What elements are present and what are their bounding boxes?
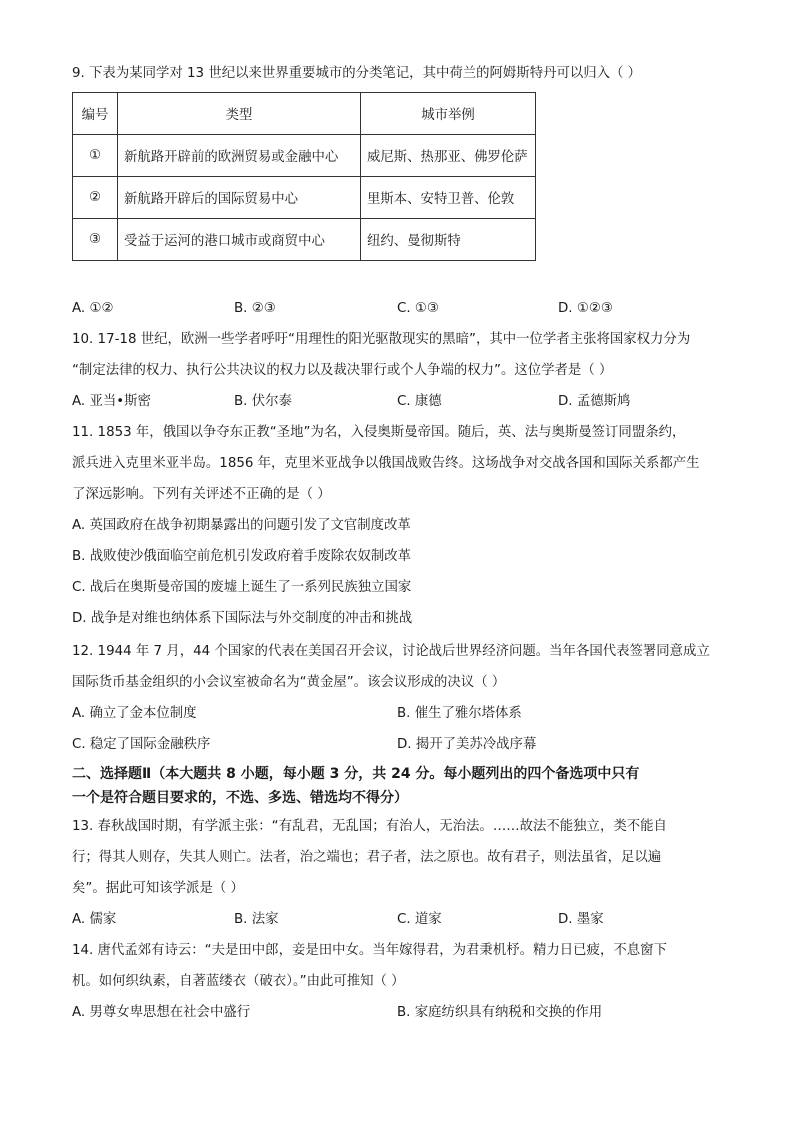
q9-option-c: C. ①③ [397, 301, 439, 316]
q12-option-a: A. 确立了金本位制度 [72, 706, 197, 721]
q13-option-c: C. 道家 [397, 912, 442, 927]
q12-stem-line-1: 12. 1944 年 7 月，44 个国家的代表在美国召开会议，讨论战后世界经济问题。当年各国代表签署同意成立 [72, 644, 710, 659]
q9-stem: 9. 下表为某同学对 13 世纪以来世界重要城市的分类笔记，其中荷兰的阿姆斯特丹可以归入（ ） [72, 66, 642, 81]
city-classification-table [72, 92, 536, 261]
table-row [73, 135, 536, 177]
q9-option-b: B. ②③ [234, 301, 276, 316]
q10-option-b: B. 伏尔泰 [234, 394, 292, 409]
table-row [73, 177, 536, 219]
table-row [73, 219, 536, 261]
q12-option-b: B. 催生了雅尔塔体系 [397, 706, 522, 721]
table-cell: ③ [73, 219, 118, 261]
q10-stem-line-2: “制定法律的权力、执行公共决议的权力以及裁决罪行或个人争端的权力”。这位学者是（ ） [72, 363, 613, 378]
q11-stem-line-1: 11. 1853 年，俄国以争夺东正教“圣地”为名，入侵奥斯曼帝国。随后，英、法与奥斯曼签订同盟条约， [72, 425, 686, 440]
table-header-cell: 编号 [73, 93, 118, 135]
q13-option-d: D. 墨家 [558, 912, 604, 927]
q9-option-a: A. ①② [72, 301, 114, 316]
q10-option-a: A. 亚当•斯密 [72, 394, 151, 409]
q12-stem-line-2: 国际货币基金组织的小会议室被命名为“黄金屋”。该会议形成的决议（ ） [72, 675, 506, 690]
q13-stem-line-2: 行；得其人则存，失其人则亡。法者，治之端也；君子者，法之原也。故有君子，则法虽省，足以遍 [72, 850, 662, 865]
q12-option-d: D. 揭开了美苏冷战序幕 [397, 737, 537, 752]
q11-option-b: B. 战败使沙俄面临空前危机引发政府着手废除农奴制改革 [72, 549, 412, 564]
q11-option-d: D. 战争是对维也纳体系下国际法与外交制度的冲击和挑战 [72, 611, 413, 626]
q14-stem-line-2: 机。如何织纨素，自著蓝缕衣（破衣）。”由此可推知（ ） [72, 974, 405, 989]
q9-option-d: D. ①②③ [558, 301, 613, 316]
table-cell: 新航路开辟前的欧洲贸易或金融中心 [118, 135, 361, 177]
table-header-row [73, 93, 536, 135]
q14-option-a: A. 男尊女卑思想在社会中盛行 [72, 1005, 251, 1020]
table-cell: ① [73, 135, 118, 177]
q11-stem-line-3: 了深远影响。下列有关评述不正确的是（ ） [72, 487, 331, 502]
q13-stem-line-3: 矣”。据此可知该学派是（ ） [72, 881, 244, 896]
q10-stem-line-1: 10. 17-18 世纪，欧洲一些学者呼吁“用理性的阳光驱散现实的黑暗”，其中一位学者主张将国家权力分为 [72, 332, 691, 347]
q14-option-b: B. 家庭纺织具有纳税和交换的作用 [397, 1005, 603, 1020]
q13-option-a: A. 儒家 [72, 912, 117, 927]
table-cell: 新航路开辟后的国际贸易中心 [118, 177, 361, 219]
table-cell: 受益于运河的港口城市或商贸中心 [118, 219, 361, 261]
q13-option-b: B. 法家 [234, 912, 279, 927]
section-2-heading-line-2: 一个是符合题目要求的，不选、多选、错选均不得分） [72, 790, 408, 806]
section-2-heading-line-1: 二、选择题Ⅱ（本大题共 8 小题，每小题 3 分，共 24 分。每小题列出的四个备选项中只有 [72, 766, 640, 782]
q14-stem-line-1: 14. 唐代孟郊有诗云：“夫是田中郎，妾是田中女。当年嫁得君，为君秉机杼。精力日已疲，不息窗下 [72, 943, 667, 958]
table-cell: ② [73, 177, 118, 219]
table-cell: 纽约、曼彻斯特 [361, 219, 536, 261]
q11-stem-line-2: 派兵进入克里米亚半岛。1856 年，克里米亚战争以俄国战败告终。这场战争对交战各国和国际关系都产生 [72, 456, 700, 471]
table-cell: 里斯本、安特卫普、伦敦 [361, 177, 536, 219]
table-cell: 威尼斯、热那亚、佛罗伦萨 [361, 135, 536, 177]
q10-option-c: C. 康德 [397, 394, 442, 409]
q13-stem-line-1: 13. 春秋战国时期，有学派主张：“有乱君，无乱国；有治人，无治法。……故法不能独立，类不能自 [72, 819, 667, 834]
table-header-cell: 城市举例 [361, 93, 536, 135]
q11-option-c: C. 战后在奥斯曼帝国的废墟上诞生了一系列民族独立国家 [72, 580, 412, 595]
q10-option-d: D. 孟德斯鸠 [558, 394, 631, 409]
table-header-cell: 类型 [118, 93, 361, 135]
q11-option-a: A. 英国政府在战争初期暴露出的问题引发了文官制度改革 [72, 518, 411, 533]
q12-option-c: C. 稳定了国际金融秩序 [72, 737, 211, 752]
